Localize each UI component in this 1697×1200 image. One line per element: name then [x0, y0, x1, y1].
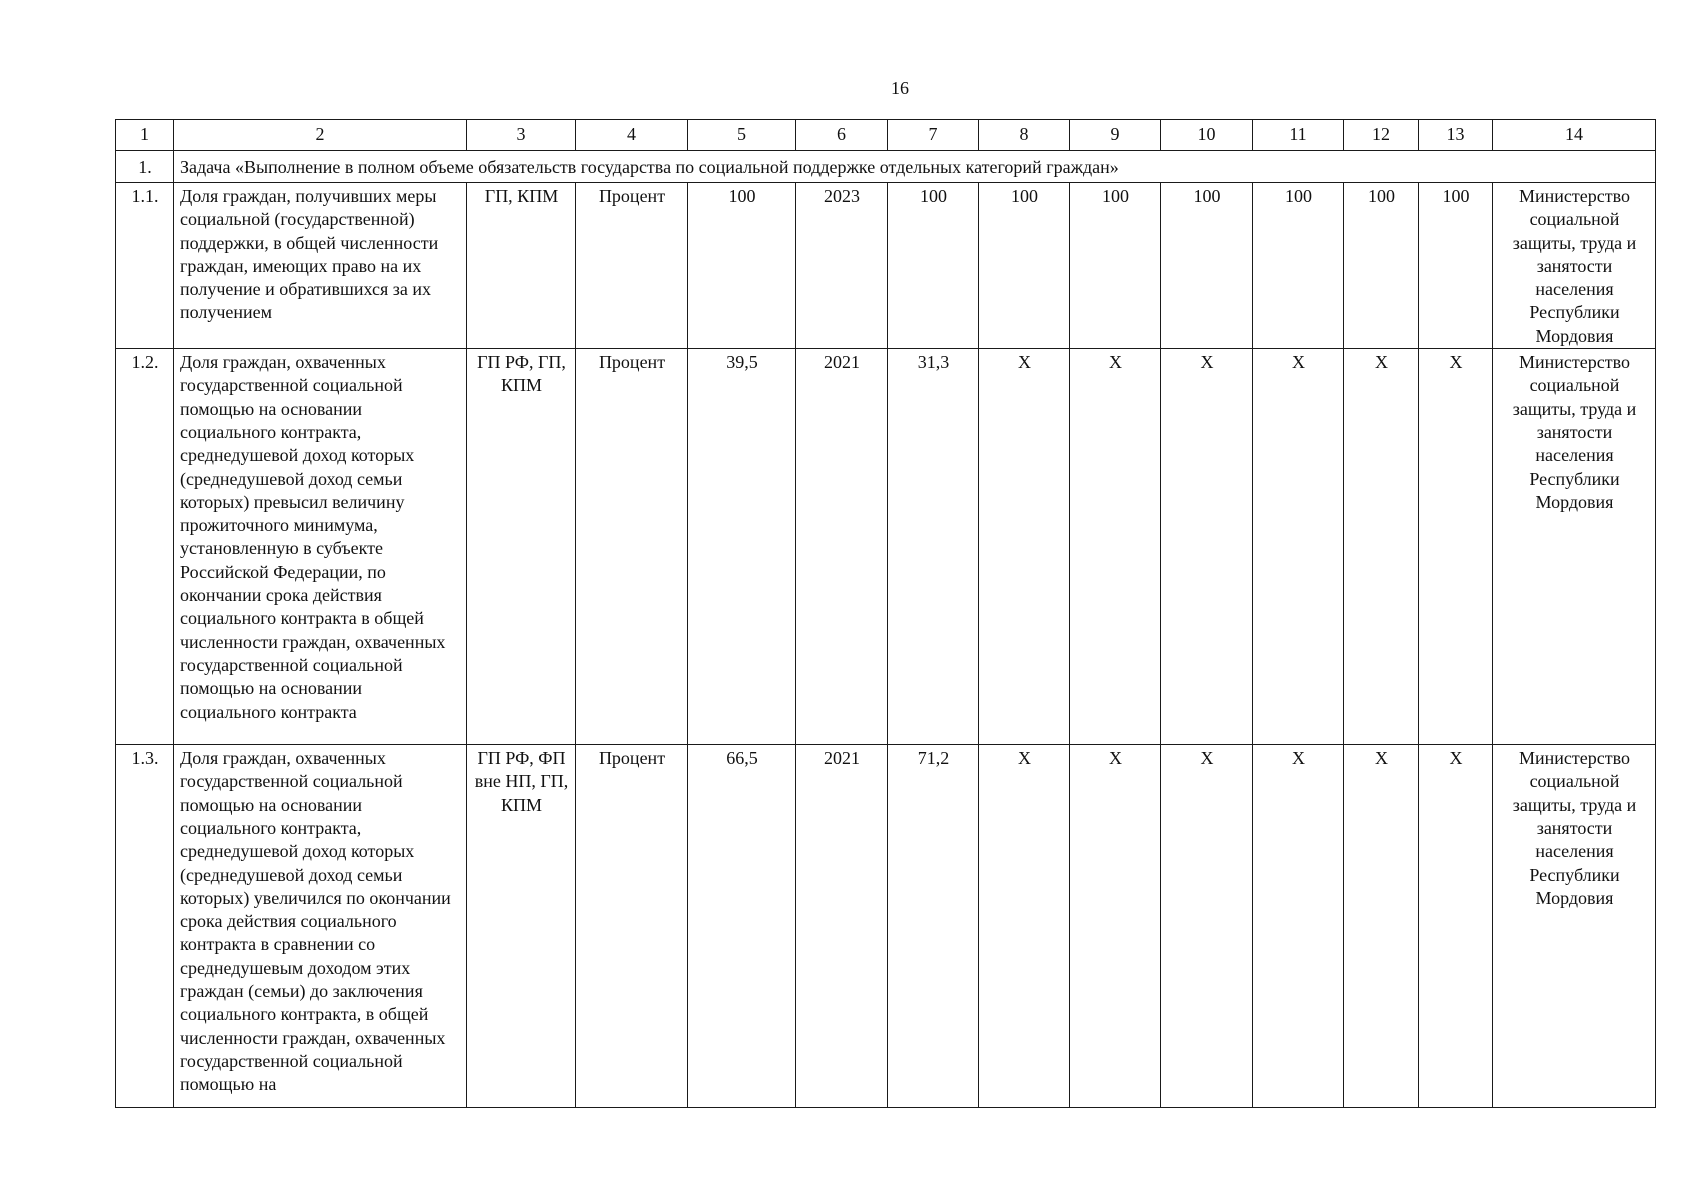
- value-cell: X: [1344, 349, 1419, 745]
- value-cell: X: [1419, 349, 1493, 745]
- column-header: 6: [796, 120, 888, 151]
- indicator-source: ГП РФ, ФП вне НП, ГП, КПМ: [467, 745, 576, 1108]
- column-header: 14: [1493, 120, 1656, 151]
- base-year-cell: 2023: [796, 183, 888, 349]
- value-cell: X: [1419, 745, 1493, 1108]
- table-row: [116, 745, 1656, 1108]
- column-header: 11: [1253, 120, 1344, 151]
- responsible-cell: Министерство социальной защиты, труда и занятости населения Республики Мордовия: [1493, 745, 1656, 1108]
- value-cell: X: [1161, 745, 1253, 1108]
- value-cell: 100: [979, 183, 1070, 349]
- indicator-source: ГП, КПМ: [467, 183, 576, 349]
- unit-cell: Процент: [576, 183, 688, 349]
- table-row: [116, 349, 1656, 745]
- column-header: 5: [688, 120, 796, 151]
- value-cell: 100: [1419, 183, 1493, 349]
- table-row: [116, 183, 1656, 349]
- base-year-cell: 2021: [796, 745, 888, 1108]
- base-value-cell: 100: [688, 183, 796, 349]
- value-cell: X: [979, 745, 1070, 1108]
- column-header: 12: [1344, 120, 1419, 151]
- indicator-name: Доля граждан, охваченных государственной социальной помощью на основании социального контракта, среднедушевой доход которых (среднедушевой доход семьи которых) увеличился по окончании срока действия социального контракта в сравнении со среднедушевым доходом этих граждан (семьи) до заключения социального контракта, в общей численности граждан, охваченных государственной социальной помощью на: [174, 745, 467, 1108]
- base-value-cell: 39,5: [688, 349, 796, 745]
- value-cell: 100: [1161, 183, 1253, 349]
- base-value-cell: 66,5: [688, 745, 796, 1108]
- column-header: 13: [1419, 120, 1493, 151]
- row-number: 1.2.: [116, 349, 174, 745]
- value-cell: X: [1253, 349, 1344, 745]
- value-cell: X: [1161, 349, 1253, 745]
- task-title: Задача «Выполнение в полном объеме обязательств государства по социальной поддержке отдельных категорий граждан»: [174, 151, 1656, 183]
- base-year-cell: 2021: [796, 349, 888, 745]
- column-header: 10: [1161, 120, 1253, 151]
- column-header: 1: [116, 120, 174, 151]
- row-number: 1.3.: [116, 745, 174, 1108]
- unit-cell: Процент: [576, 349, 688, 745]
- column-header: 8: [979, 120, 1070, 151]
- task-number: 1.: [116, 151, 174, 183]
- responsible-cell: Министерство социальной защиты, труда и занятости населения Республики Мордовия: [1493, 183, 1656, 349]
- page-number: 16: [891, 78, 909, 98]
- indicator-name: Доля граждан, охваченных государственной социальной помощью на основании социального контракта, среднедушевой доход которых (среднедушевой доход семьи которых) превысил величину прожиточного минимума, установленную в субъекте Российской Федерации, по окончании срока действия социального контракта в общей численности граждан, охваченных государственной социальной помощью на основании социального контракта: [174, 349, 467, 745]
- value-cell: X: [1253, 745, 1344, 1108]
- indicator-source: ГП РФ, ГП, КПМ: [467, 349, 576, 745]
- column-header: 9: [1070, 120, 1161, 151]
- column-header: 4: [576, 120, 688, 151]
- value-cell: 100: [1070, 183, 1161, 349]
- value-cell: 100: [1344, 183, 1419, 349]
- unit-cell: Процент: [576, 745, 688, 1108]
- column-header: 7: [888, 120, 979, 151]
- task-row: [116, 151, 1656, 183]
- indicator-name: Доля граждан, получивших меры социальной (государственной) поддержки, в общей численности граждан, имеющих право на их получение и обратившихся за их получением: [174, 183, 467, 349]
- column-header: 3: [467, 120, 576, 151]
- value-cell: X: [979, 349, 1070, 745]
- responsible-cell: Министерство социальной защиты, труда и занятости населения Республики Мордовия: [1493, 349, 1656, 745]
- value-cell: 100: [1253, 183, 1344, 349]
- row-number: 1.1.: [116, 183, 174, 349]
- value-cell: 71,2: [888, 745, 979, 1108]
- column-header: 2: [174, 120, 467, 151]
- value-cell: X: [1070, 349, 1161, 745]
- column-number-row: [116, 120, 1656, 151]
- value-cell: 31,3: [888, 349, 979, 745]
- value-cell: X: [1070, 745, 1161, 1108]
- value-cell: 100: [888, 183, 979, 349]
- indicators-table: [115, 119, 1656, 1108]
- value-cell: X: [1344, 745, 1419, 1108]
